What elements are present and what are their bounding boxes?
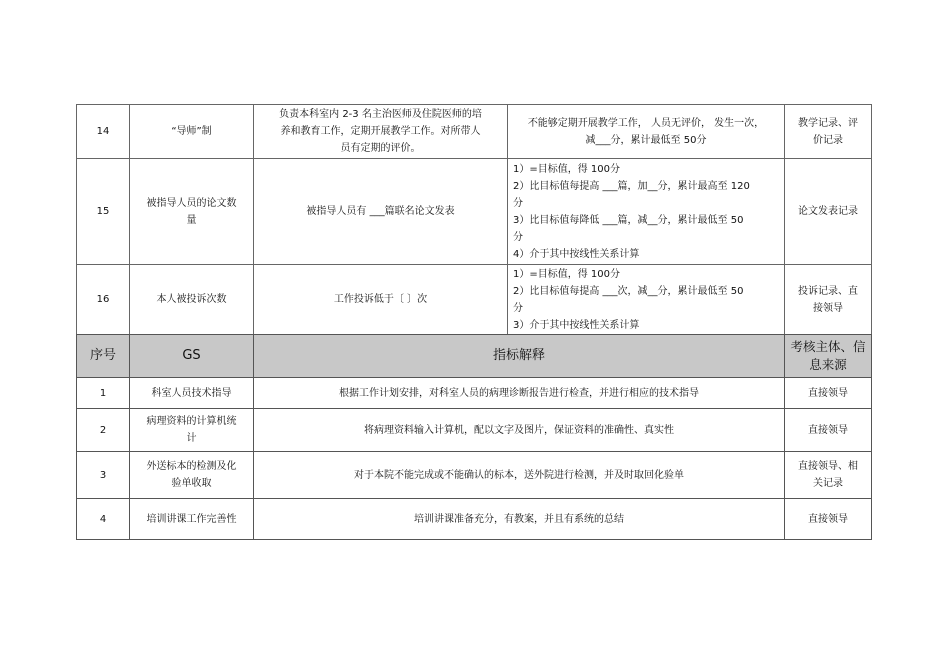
header-source: 考核主体、信 息来源 xyxy=(785,335,872,378)
row-number: 2 xyxy=(77,409,130,452)
row-number: 1 xyxy=(77,378,130,409)
info-source: 直接领导 xyxy=(785,499,872,540)
table-row xyxy=(77,499,872,540)
row-number: 4 xyxy=(77,499,130,540)
table-row xyxy=(77,452,872,499)
info-source: 论文发表记录 xyxy=(785,159,872,265)
indicator-name: 病理资料的计算机统 计 xyxy=(130,409,254,452)
indicator-name: 本人被投诉次数 xyxy=(130,265,254,335)
row-number: 14 xyxy=(77,105,130,159)
table-row xyxy=(77,159,872,265)
header-number: 序号 xyxy=(77,335,130,378)
indicator-explanation: 培训讲课准备充分，有教案，并且有系统的总结 xyxy=(254,499,785,540)
info-source: 直接领导 xyxy=(785,378,872,409)
header-gs: GS xyxy=(130,335,254,378)
table-row xyxy=(77,409,872,452)
assessment-table-top xyxy=(76,104,872,335)
indicator-name: 外送标本的检测及化 验单收取 xyxy=(130,452,254,499)
info-source: 直接领导 xyxy=(785,409,872,452)
indicator-description: 负责本科室内 2-3 名主治医师及住院医师的培 养和教育工作，定期开展教学工作。对所带人 员有定期的评价。 xyxy=(254,105,508,159)
assessment-table-bottom xyxy=(76,334,872,540)
scoring-rule: 1）=目标值，得 100分 2）比目标值每提高 ___篇，加__分，累计最高至 120 分 3）比目标值每降低 ___篇，减__分，累计最低至 50 分 4）介于其中按线性关系计算 xyxy=(508,159,785,265)
row-number: 3 xyxy=(77,452,130,499)
table-row xyxy=(77,105,872,159)
info-source: 投诉记录、直 接领导 xyxy=(785,265,872,335)
table-row xyxy=(77,265,872,335)
header-explanation: 指标解释 xyxy=(254,335,785,378)
indicator-explanation: 对于本院不能完成或不能确认的标本，送外院进行检测，并及时取回化验单 xyxy=(254,452,785,499)
indicator-name: 科室人员技术指导 xyxy=(130,378,254,409)
indicator-name: 培训讲课工作完善性 xyxy=(130,499,254,540)
indicator-description: 被指导人员有 ___篇联名论文发表 xyxy=(254,159,508,265)
info-source: 直接领导、相 关记录 xyxy=(785,452,872,499)
row-number: 15 xyxy=(77,159,130,265)
info-source: 教学记录、评 价记录 xyxy=(785,105,872,159)
indicator-explanation: 根据工作计划安排，对科室人员的病理诊断报告进行检查，并进行相应的技术指导 xyxy=(254,378,785,409)
indicator-name: “导师”制 xyxy=(130,105,254,159)
scoring-rule: 1）=目标值，得 100分 2）比目标值每提高 ___次，减__分，累计最低至 50 分 3）介于其中按线性关系计算 xyxy=(508,265,785,335)
table-row xyxy=(77,378,872,409)
indicator-explanation: 将病理资料输入计算机，配以文字及图片，保证资料的准确性、真实性 xyxy=(254,409,785,452)
scoring-rule: 不能够定期开展教学工作， 人员无评价， 发生一次， 减___分，累计最低至 50分 xyxy=(508,105,785,159)
indicator-name: 被指导人员的论文数 量 xyxy=(130,159,254,265)
row-number: 16 xyxy=(77,265,130,335)
indicator-description: 工作投诉低于〔 〕次 xyxy=(254,265,508,335)
table-header-row xyxy=(77,335,872,378)
